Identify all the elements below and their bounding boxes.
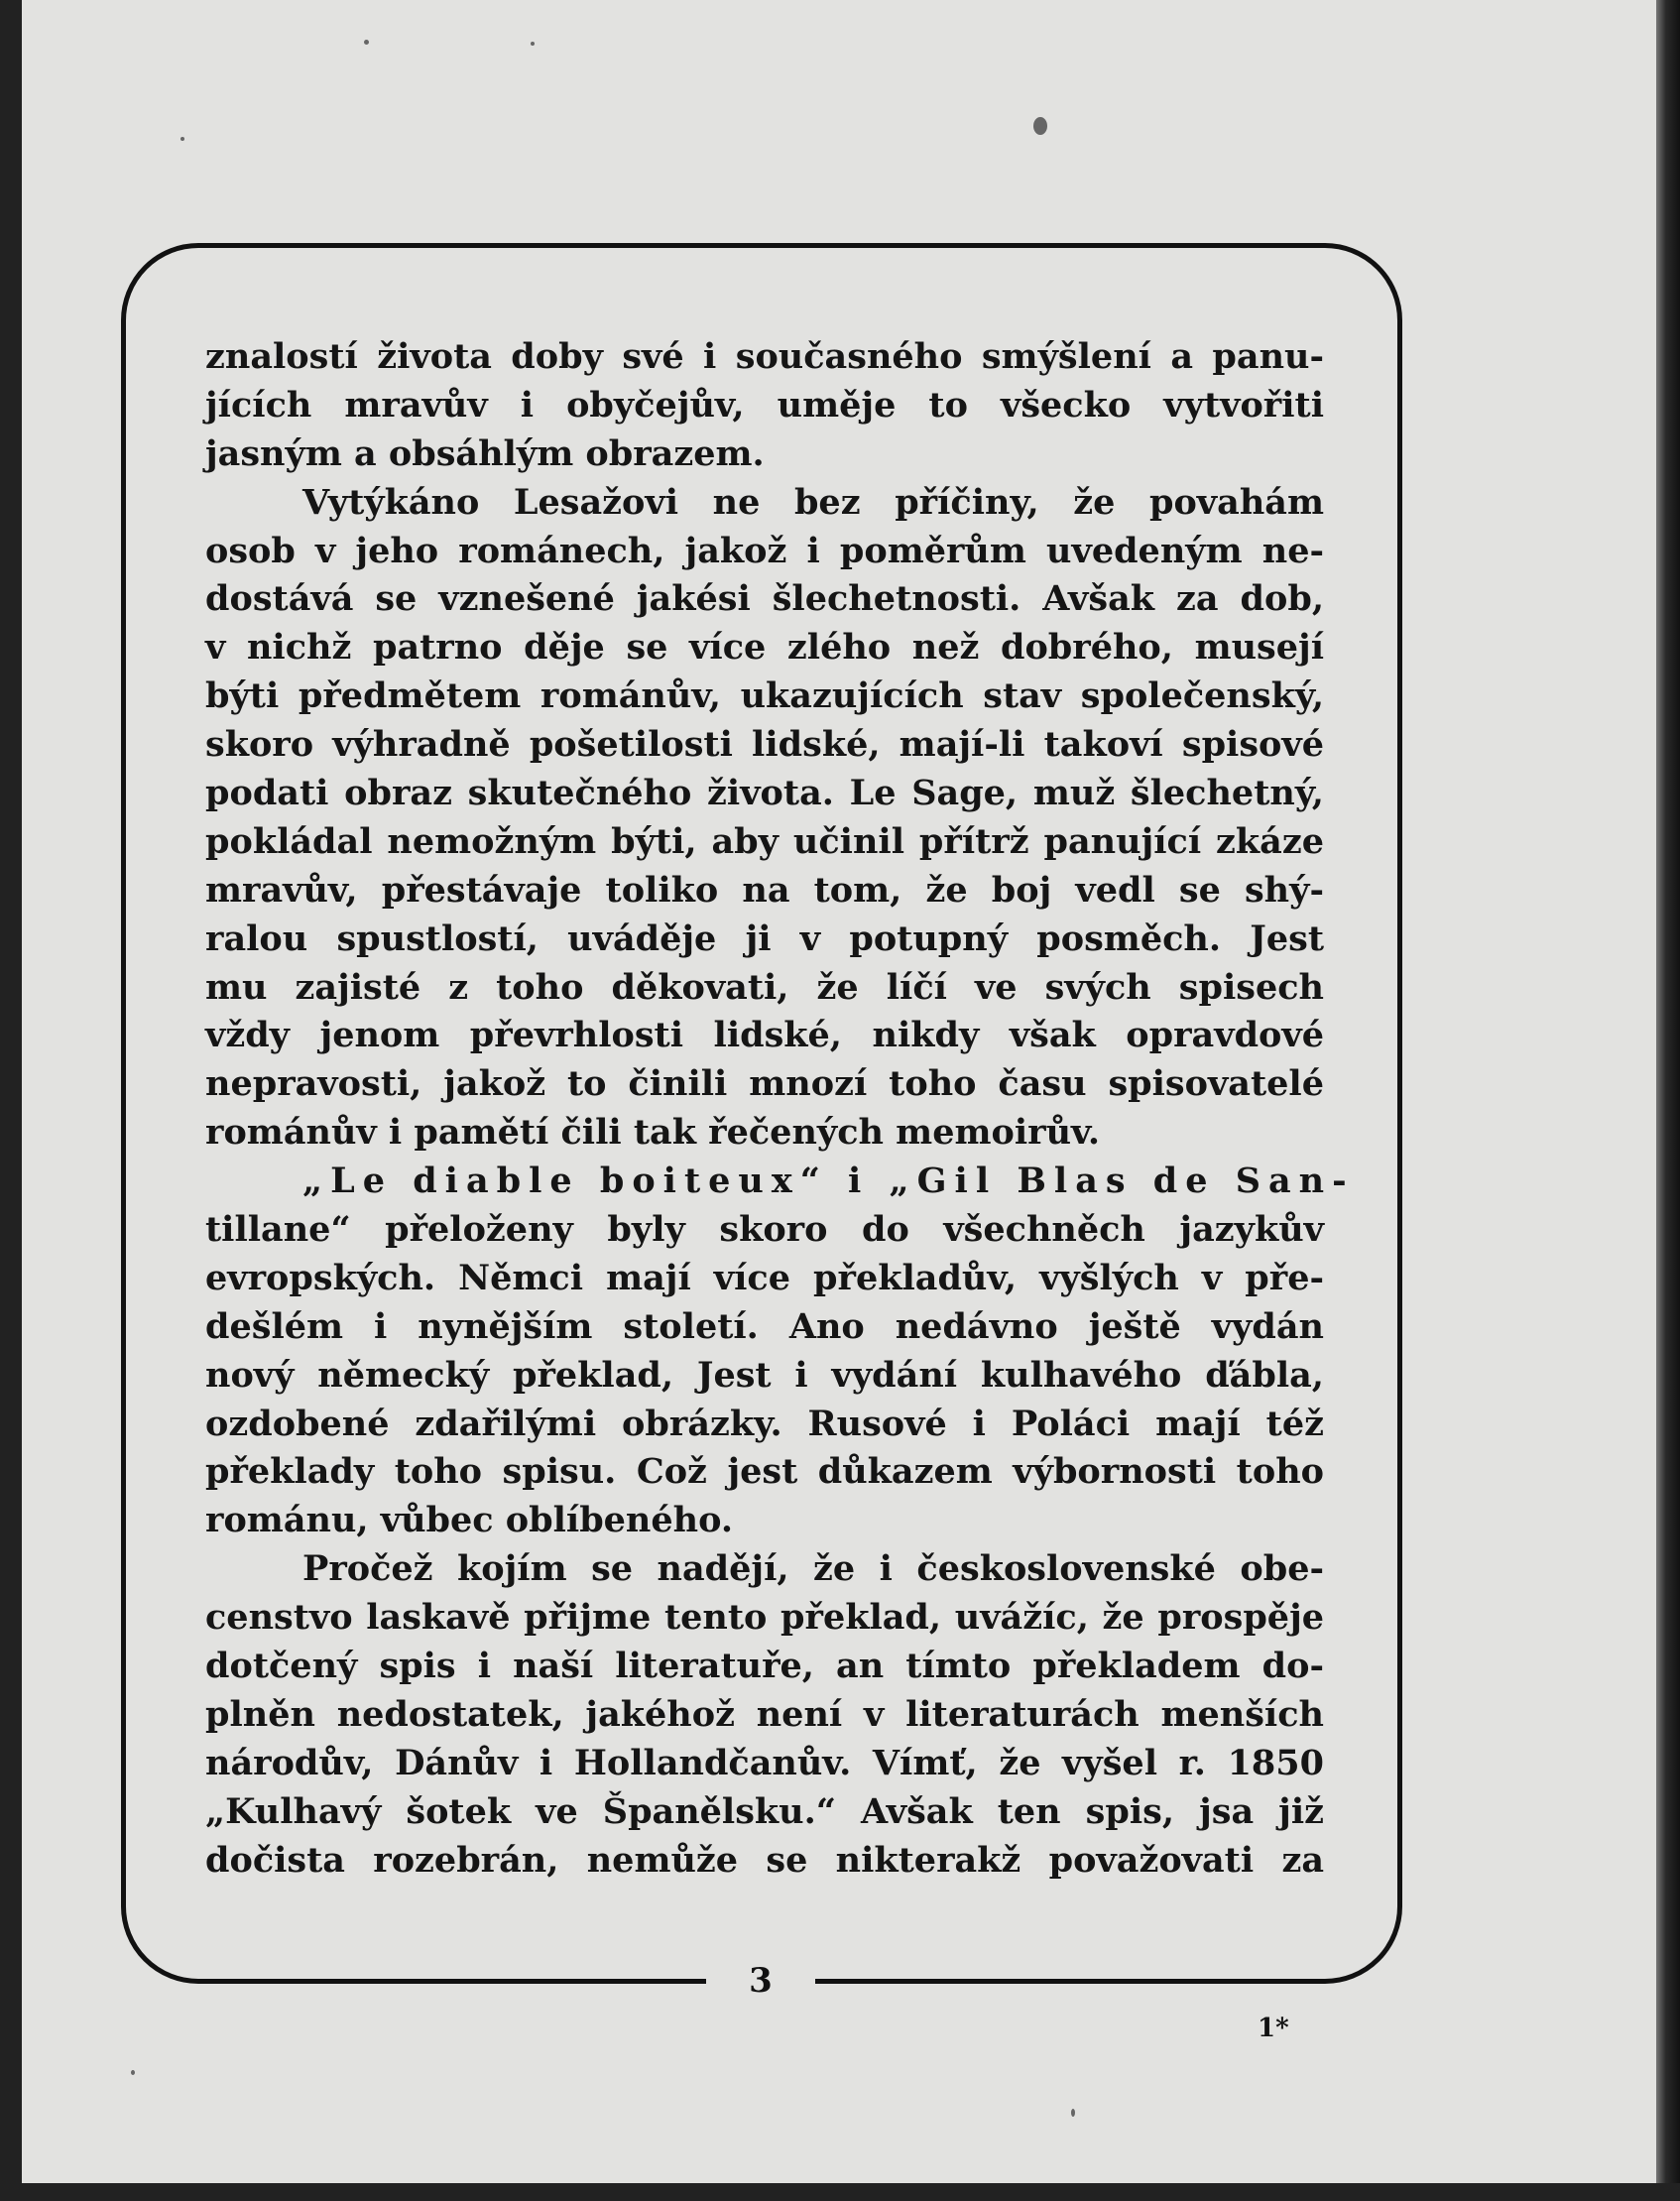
text-line: jasným a obsáhlým obrazem. [205, 432, 765, 474]
ink-speck [1071, 2109, 1075, 2117]
text-line: románu, vůbec oblíbeného. [205, 1500, 734, 1541]
scan-right-edge [1656, 0, 1680, 2201]
text-line: býti předmětem románův, ukazujících stav společenský, [205, 675, 1324, 717]
text-line: nový německý překlad, Jest i vydání kulhavého ďábla, [205, 1354, 1324, 1396]
text-line: dočista rozebrán, nemůže se nikterakž považovati za [205, 1839, 1324, 1881]
text-line: mu zajisté z toho děkovati, že líčí ve svých spisech [205, 966, 1324, 1008]
text-line: vždy jenom převrhlosti lidské, nikdy však opravdové [205, 1015, 1324, 1056]
text-line: Pročež kojím se nadějí, že i československé obe- [302, 1548, 1324, 1590]
text-line: znalostí života doby své i současného smýšlení a panu- [205, 336, 1324, 377]
scan-bottom-edge [0, 2183, 1680, 2201]
text-line: skoro výhradně pošetilosti lidské, mají-li takoví spisové [205, 724, 1324, 766]
ink-speck [180, 137, 184, 141]
text-line: osob v jeho románech, jakož i poměrům uvedeným ne- [205, 530, 1324, 571]
text-line: plněn nedostatek, jakéhož není v literaturách menších [205, 1693, 1324, 1735]
text-line: pokládal nemožným býti, aby učinil přítrž panující zkáze [205, 820, 1324, 862]
text-line: v nichž patrno děje se více zlého než dobrého, musejí [205, 627, 1324, 669]
text-line: „Kulhavý šotek ve Španělsku.“ Avšak ten spis, jsa již [205, 1790, 1324, 1832]
page-number: 3 [749, 1961, 773, 2001]
text-line: překlady toho spisu. Což jest důkazem výbornosti toho [205, 1451, 1324, 1493]
scan-left-edge [0, 0, 22, 2201]
ink-speck [131, 2070, 135, 2075]
text-line: tillane“ přeloženy byly skoro do všechněch jazykův [205, 1209, 1324, 1251]
text-line: dešlém i nynějším století. Ano nedávno ještě vydán [205, 1305, 1324, 1347]
text-line: Vytýkáno Lesažovi ne bez příčiny, že povahám [302, 481, 1324, 523]
ink-speck [1033, 117, 1047, 135]
text-line: jících mravův i obyčejův, uměje to všecko vytvořiti [205, 384, 1324, 426]
text-line: dotčený spis i naší literatuře, an tímto překladem do- [205, 1646, 1324, 1687]
text-line: románův i pamětí čili tak řečených memoirův. [205, 1112, 1101, 1154]
text-line: ralou spustlostí, uváděje ji v potupný posměch. Jest [205, 917, 1324, 959]
signature-mark: 1* [1258, 2014, 1289, 2043]
text-line: evropských. Němci mají více překladův, vyšlých v pře- [205, 1257, 1324, 1298]
text-line: ozdobené zdařilými obrázky. Rusové i Poláci mají též [205, 1403, 1324, 1444]
text-line: dostává se vznešené jakési šlechetnosti. Avšak za dob, [205, 578, 1324, 620]
text-line: nepravosti, jakož to činili mnozí toho času spisovatelé [205, 1063, 1324, 1105]
text-line: „Le diable boiteux“ i „Gil Blas de San- [302, 1161, 1355, 1202]
ink-speck [364, 40, 369, 45]
text-line: podati obraz skutečného života. Le Sage, muž šlechetný, [205, 773, 1324, 814]
text-line: národův, Dánův i Hollandčanův. Vímť, že vyšel r. 1850 [205, 1742, 1324, 1783]
text-line: censtvo laskavě přijme tento překlad, uvážíc, že prospěje [205, 1597, 1324, 1639]
text-line: mravův, přestávaje toliko na tom, že boj vedl se shý- [205, 869, 1324, 911]
ink-speck [531, 42, 535, 46]
body-text [205, 333, 1355, 1886]
